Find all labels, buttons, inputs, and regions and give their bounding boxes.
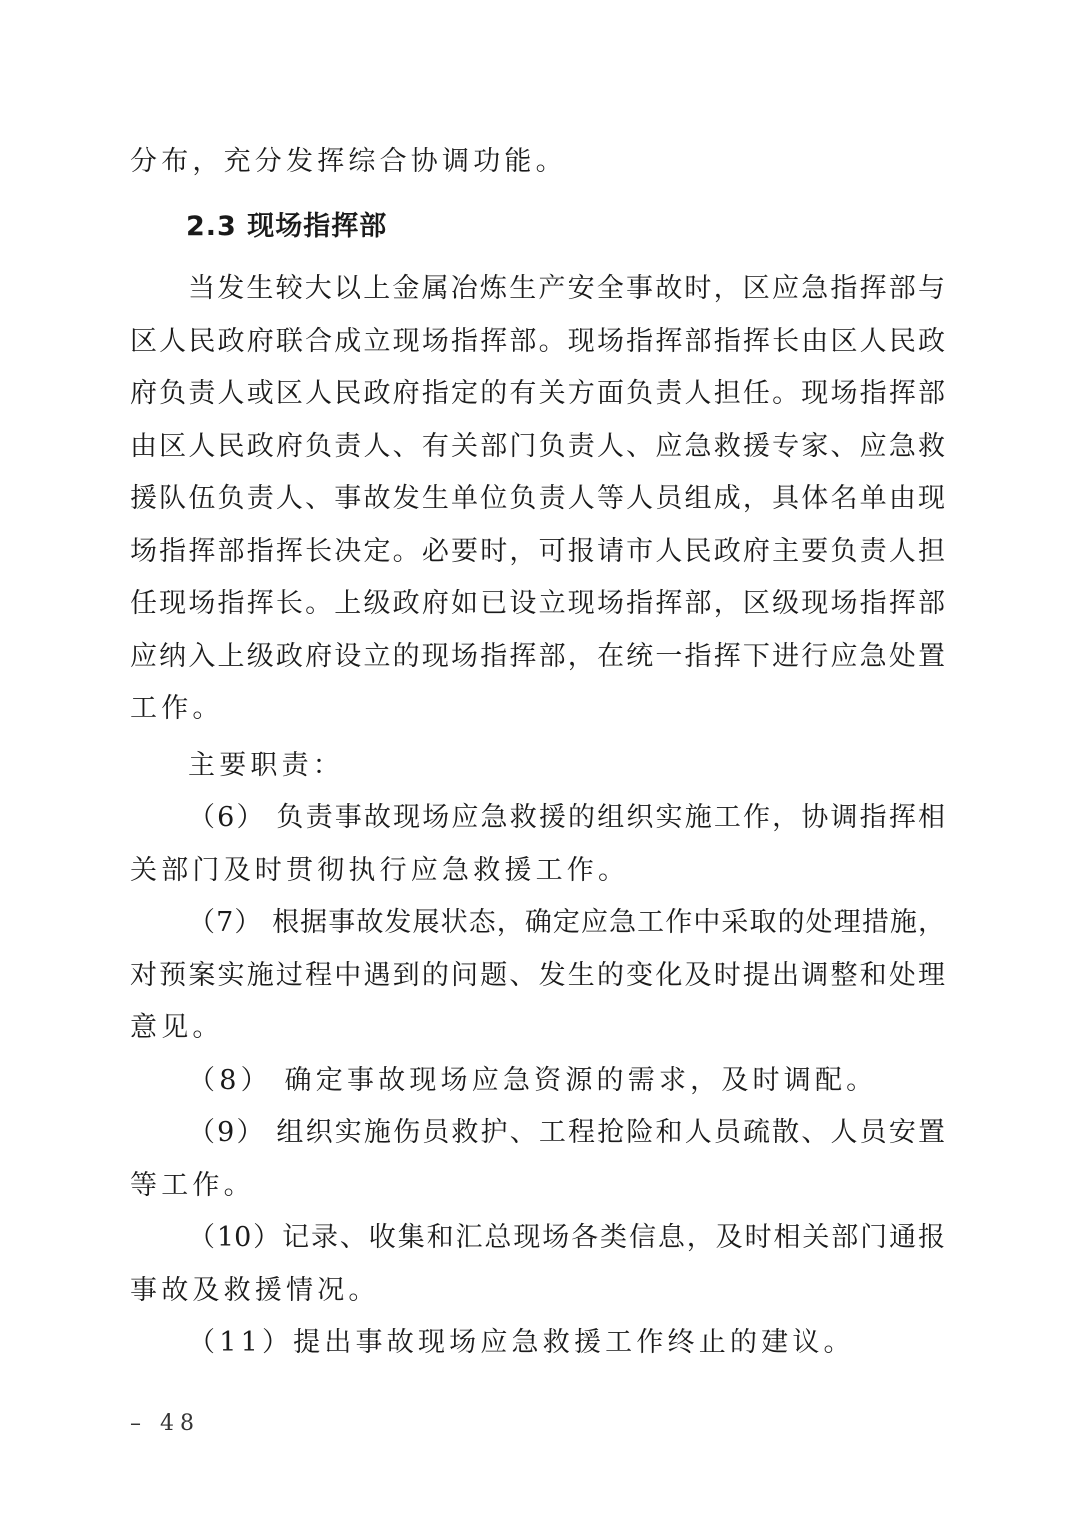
text-line: 关部门及时贯彻执行应急救援工作。 xyxy=(130,854,630,886)
text-line: 工作。 xyxy=(130,693,224,724)
text-line: 事故及救援情况。 xyxy=(130,1274,380,1306)
body-text xyxy=(130,136,945,1370)
text-line: 由区人民政府负责人、有关部门负责人、应急救援专家、应急救 xyxy=(130,430,945,462)
list-item-7: （7） 根据事故发展状态，确定应急工作中采取的处理措施， xyxy=(188,907,945,938)
text-line: 对预案实施过程中遇到的问题、发生的变化及时提出调整和处理 xyxy=(130,959,945,991)
page-number: – 48 xyxy=(130,1411,200,1436)
list-item-10: （10）记录、收集和汇总现场各类信息，及时相关部门通报 xyxy=(188,1222,945,1253)
text-line: 当发生较大以上金属冶炼生产安全事故时，区应急指挥部与 xyxy=(188,273,945,304)
text-line: 场指挥部指挥长决定。必要时，可报请市人民政府主要负责人担 xyxy=(130,535,945,567)
text-line: 区人民政府联合成立现场指挥部。现场指挥部指挥长由区人民政 xyxy=(130,325,945,357)
text-line: 等工作。 xyxy=(130,1169,255,1201)
list-item-6: （6） 负责事故现场应急救援的组织实施工作，协调指挥相 xyxy=(188,802,945,833)
section-heading: 2.3 现场指挥部 xyxy=(186,210,388,242)
text-line: 府负责人或区人民政府指定的有关方面负责人担任。现场指挥部 xyxy=(130,378,945,409)
list-item-8: （8） 确定事故现场应急资源的需求，及时调配。 xyxy=(188,1064,878,1096)
text-line: 意见。 xyxy=(130,1012,224,1043)
text-line: 援队伍负责人、事故发生单位负责人等人员组成，具体名单由现 xyxy=(130,483,945,514)
list-item-9: （9） 组织实施伤员救护、工程抢险和人员疏散、人员安置 xyxy=(188,1117,945,1148)
text-line: 应纳入上级政府设立的现场指挥部，在统一指挥下进行应急处置 xyxy=(130,640,945,672)
list-item-11: （11）提出事故现场应急救援工作终止的建议。 xyxy=(188,1327,855,1358)
text-line: 任现场指挥长。上级政府如已设立现场指挥部，区级现场指挥部 xyxy=(130,588,945,619)
text-line: 分布，充分发挥综合协调功能。 xyxy=(130,146,567,177)
duties-label: 主要职责： xyxy=(188,749,344,781)
